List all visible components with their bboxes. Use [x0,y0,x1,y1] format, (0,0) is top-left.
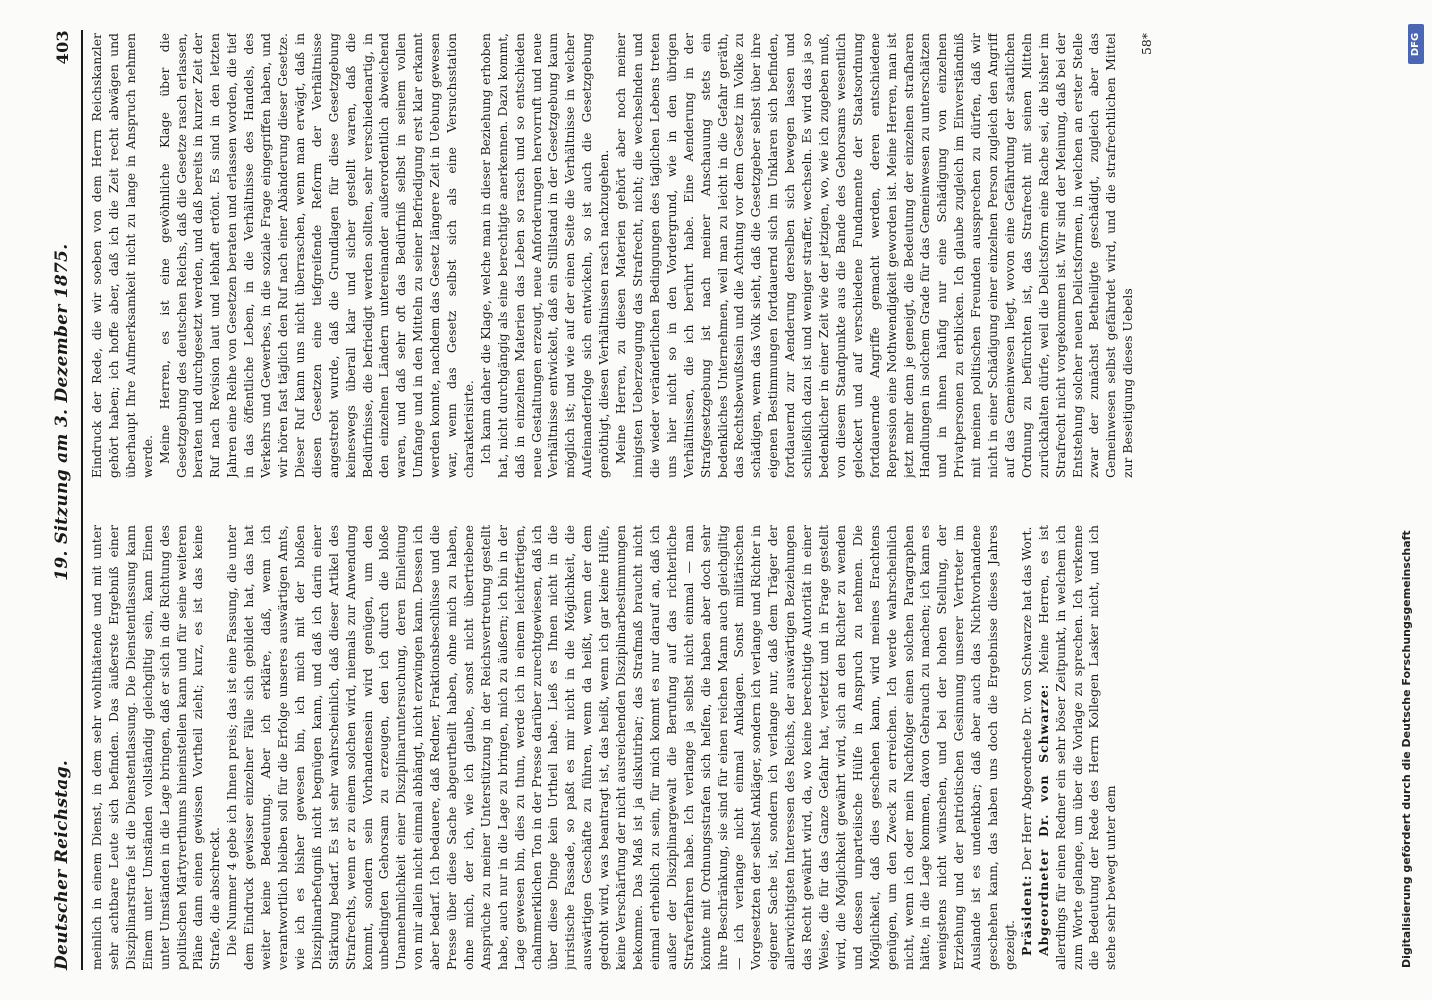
speaker-name: Präsident: [1018,874,1034,956]
speech-text: Meine Herren, es ist allerdings für einen Redner ein sehr böser Zeitpunkt, in welchem ich zum Worte gelange, um über die Vorlage zu sprechen. Ich verkenne die Bedeutung der Rede des Herrn Kollegen Lasker nicht, und ich stehe sehr bewegt unter dem [1035,525,1119,970]
left-column [89,525,1384,970]
credit-text: Digitalisierung gefördert durch die Deutsche Forschungsgemeinschaft [1400,530,1413,968]
header-rule [81,30,83,970]
paragraph: Eindruck der Rede, die wir soeben von dem Herrn Reichskanzler gehört haben; ich hoffe aber, daß ich die Zeit recht abwägen und überhaupt Ihre Aufmerksamkeit nicht zu lange in Anspruch nehmen werde. [89,33,155,478]
dfg-logo-text: DFG [1410,32,1422,56]
page-number: 403 [52,30,72,65]
header-left: Deutscher Reichstag. [52,759,72,970]
dfg-logo [1408,24,1424,64]
speaker-name: Abgeordneter Dr. von Schwarze: [1035,683,1051,956]
paragraph: Meine Herren, es ist eine gewöhnliche Klage über die Gesetzgebung des deutschen Reichs, daß die Gesetze rasch erlassen, beraten und durchgesetzt werden, und daß bereits in kurzer Zeit der Ruf nach Revision laut und lebhaft ertönt. Es sind in den letzten Jahren eine Reihe von Gesetzen beraten und erlassen worden, die tief in das öffentliche Leben, in die Verhältnisse des Handels, des Verkehrs und Gewerbes, in die soziale Frage eingegriffen haben, und wir hören fast täglich den Ruf nach einer Abänderung dieser Gesetze. Dieser Ruf kann uns nicht überraschen, wenn man erwägt, daß in diesen Gesetzen eine tiefgreifende Reform der Verhältnisse angestrebt wurde, daß die Grundlagen für diese Gesetzgebung keineswegs überall klar und sicher gestellt waren, daß die Bedürfnisse, die befriedigt werden sollten, sehr verschiedenartig, in den einzelnen Ländern untereinander außerordentlich abweichend waren, und daß sehr oft das Bedürfniß selbst in seinem vollen Umfange und in den Mitteln zu seiner Befriedigung erst klar erkannt werden konnte, nachdem das Gesetz längere Zeit in Uebung gewesen war, wenn das Gesetz selbst sich als eine Versuchsstation charakterisirte. [156,33,476,478]
paragraph: meinlich in einem Dienst, in dem sehr wohlthätende und mit unter sehr achtbare Leute sich befinden. Das äußerste Ergebniß einer Disziplinarstrafe ist die Dienstentlassung. Die Dienstentlassung kann Einem unter Umständen vollständig gleichgiltig sein, kann Einen unter Umständen in die Lage bringen, daß er sich in die Richtung des politischen Märtyrerthums hineinstellen kann und für seine weiteren Pläne dann einen gewissen Vortheil zieht; kurz, es ist das keine Strafe, die abschreckt. [89,525,223,970]
paragraph: Meine Herren, zu diesen Materien gehört aber noch meiner innigsten Ueberzeugung das Strafrecht, nicht; die wechselnden und die wieder veränderlichen Bedingungen des täglichen Lebens treten uns hier nicht so in den Vordergrund, wie in den übrigen Verhältnissen, die ich berührt habe. Eine Aenderung in der Strafgesetzgebung ist nach meiner Anschauung stets ein bedenkliches Unternehmen, weil man zu leicht in die Gefahr geräth, das Rechtsbewußtsein und die Achtung vor dem Gesetz im Volke zu schädigen, wenn das Volk sieht, daß die Gesetzgeber selbst über ihre eigenen Bestimmungen fortdauernd sich im Unklaren sich befinden, fortdauernd zur Aenderung derselben sich bewegen lassen und schließlich dazu ist und weniger straffer, wechseln. Es wird das ja so bedenklicher in einer Zeit wie der jetzigen, wo, wie ich zugeben muß, von diesem Standpunkte aus die Bande des Gehorsams wesentlich gelockert und auf verschiedene Fundamente der Staatsordnung fortdauernde Angriffe gemacht werden, deren entschiedene Repression eine Nothwendigkeit geworden ist. Meine Herren, man ist jetzt mehr denn je geneigt, die Bedeutung der einzelnen strafbaren Handlungen in solchem Grade für das Gemeinwesen zu unterschätzen und in ihnen häufig nur eine Schädigung von einzelnen Privatpersonen zu erblicken. Ich glaube zugleich im Einverständniß mit meinen politischen Freunden aussprechen zu dürfen, daß wir nicht in einer Schädigung einer einzelnen Person zugleich den Angriff auf das Gemeinwesen liegt, wovon eine Gefährdung der staatlichen Ordnung zu befürchten ist, das Strafrecht mit seinen Mitteln zurückhalten dürfe, weil die Delictsform eine Rache sei, die bisher im Strafrecht nicht vorgekommen ist. Wir sind der Meinung, daß bei der Entstehung solcher neuen Delictsformen, in welchen an erster Stelle zwar der zunächst Betheiligte geschädigt, zugleich aber das Gemeinwesen selbst gefährdet wird, und die strafrechtlichen Mittel zur Beseitigung dieses Uebels [613,33,1136,478]
right-column [89,33,1384,478]
paragraph: Die Nummer 4 gebe ich Ihnen preis; das ist eine Fassung, die unter dem Eindruck gewisser einzelner Fälle sich gebildet hat, das hat weiter keine Bedeutung. Aber ich erkläre, daß, wenn ich verantwortlich bleiben soll für die Erfolge unseres auswärtigen Amts, wie ich es bisher gewesen bin, ich mich mit der bloßen Disziplinarbefugniß nicht begnügen kann, und daß ich darin einer Stärkung bedarf. Es ist sehr wahrscheinlich, daß dieser Artikel des Strafrechts, wenn er zu einem solchen wird, niemals zur Anwendung kommt, sondern sein Vorhandensein wird genügen, um den unbedingten Gehorsam zu erzeugen, den ich durch die bloße Unannehmlichkeit einer Disziplinaruntersuchung, deren Einleitung von mir allein nicht einmal abhängt, nicht erzwingen kann. Dessen ich aber bedarf. Ich bedauere, daß Redner, Fraktionsbeschlüsse und die Presse über diese Sache abgeurtheilt haben, ohne mich zu haben, ohne mich, der ich, wie ich glaube, sonst nicht übertriebene Ansprüche zu meiner Unterstützung in der Reichsvertretung gestellt habe, auch nur in die Lage zu bringen, mich zu äußern; ich bin in der Lage gewesen bin, dies zu thun, werde ich in einem leichtfertigen, chalmmerklichen Ton in der Presse darüber zurechtgewiesen, daß ich über diese Dinge kein Urtheil habe. Ließ es Ihnen nicht in die juristische Fassade, so paßt es mir nicht in die Möglichkeit, die auswärtigen Geschäfte zu führen, wenn da heißt, wenn der dem gedroht wird, was beantragt ist, das heißt, wenn ich gar keine Hülfe, keine Verschärfung der nicht ausreichenden Disziplinarbestimmungen bekomme. Das Maß ist ja diskutirbar; das Strafmaß braucht nicht einmal erheblich zu sein, für mich kommt es nur darauf an, daß ich außer der Disziplinargewalt die Berufung auf das richterliche Strafverfahren habe. Ich verlange ja selbst nicht einmal — man könnte mit Ordnungsstrafen sich helfen, die haben aber doch sehr ihre Beschränkung, sie sind für einen reichen Mann auch gleichgiltig — ich verlange nicht einmal Anklagen. Sonst militärischen Vorgesetzten der selbst Ankläger, sondern ich verlange und Richter in eigener Sache ist, sondern ich verlange nur, daß dem Träger der allerwichtigsten Interessen des Reichs, der auswärtigen Beziehungen das Recht gewährt wird, da, wo keine berechtigte Autorität in einer Weise, die für das Ganze Gefahr hat, verletzt und in Frage gestellt wird, die Möglichkeit gewährt wird, sich an den Richter zu wenden und dessen unparteiische Hülfe in Anspruch zu nehmen. Die Möglichkeit, daß dies geschehen kann, wird meines Erachtens genügen, um den Zweck zu erreichen. Ich werde wahrscheinlich nicht, wenn ich oder mein Nachfolger einen solchen Paragraphen hätte, in die Lage kommen, davon Gebrauch zu machen; ich kann es wenigstens nicht wünschen, und bei der hohen Stellung, der Erziehung und der patriotischen Gesinnung unserer Vertreter im Auslande ist es undenkbar; daß aber auch das Nichtvorhandene geschehen kann, das haben uns doch die Ergebnisse dieses Jahres gezeigt. [224,525,1017,970]
running-header [45,30,79,970]
rotated-page-content [45,30,1390,970]
speech [1019,525,1036,970]
header-middle: 19. Sitzung am 3. Dezember 1875. [52,243,72,581]
signature-mark: 58* [1139,33,1155,55]
speech-text: Der Herr Abgeordnete Dr. von Schwarze hat das Wort. [1018,526,1034,871]
speech [1036,525,1121,970]
digitization-credit [1388,30,1428,970]
paragraph: Ich kann daher die Klage, welche man in dieser Beziehung erhoben hat, nicht durchgängig als eine berechtigte anerkennen. Dazu kommt, daß in einzelnen Materien das Leben so rasch und so entschieden neue Gestaltungen erzeugt, neue Anforderungen hervorruft und neue Verhältnisse entwickelt, daß ein Stillstand in der Gesetzgebung kaum möglich ist; und wie auf der einen Seite die Verhältnisse in welcher Aufeinanderfolge sich entwickeln, so ist auch die Gesetzgebung genöthigt, diesen Verhältnissen rasch nachzugehen. [477,33,612,478]
